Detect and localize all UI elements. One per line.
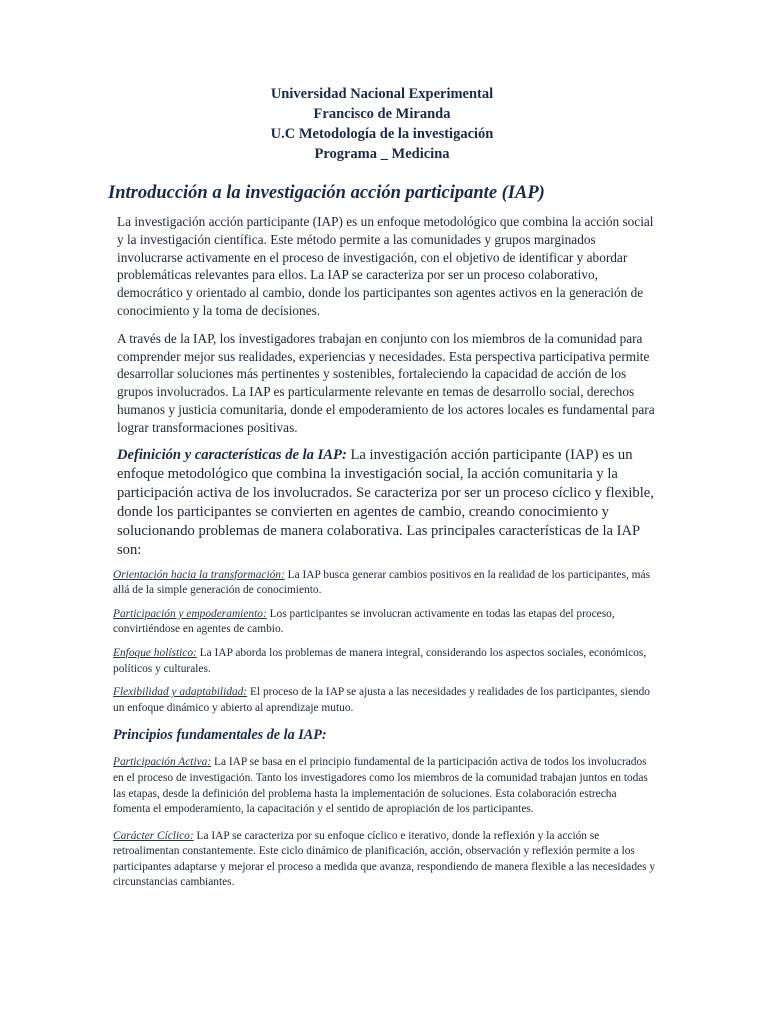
characteristic-item [108, 607, 656, 638]
header-university: Universidad Nacional Experimental [270, 86, 494, 102]
header-program: Programa _ Medicina [314, 146, 450, 162]
characteristic-text: El proceso de la IAP se ajusta a las necesidades y realidades de los participantes, siendo un enfoque dinámico y abierto al aprendizaje mutuo. [113, 686, 651, 714]
definition-lead: Definición y características de la IAP: [117, 446, 347, 463]
characteristic-text: La IAP aborda los problemas de manera integral, considerando los aspectos sociales, económicos, políticos y culturales. [113, 646, 647, 675]
characteristic-item [108, 568, 656, 599]
principle-item [108, 755, 656, 817]
principle-item [108, 829, 656, 891]
characteristic-term: Flexibilidad y adaptabilidad: [113, 686, 248, 699]
characteristic-item [108, 646, 656, 677]
document-page [108, 84, 656, 891]
characteristic-text: Los participantes se involucran activamente en todas las etapas del proceso, convirtiéndose en agentes de cambio. [113, 607, 615, 636]
principles-heading: Principios fundamentales de la IAP: [113, 727, 327, 744]
characteristic-term: Orientación hacia la transformación: [113, 568, 285, 581]
document-header [108, 84, 656, 164]
principle-text: La IAP se caracteriza por su enfoque cíclico e iterativo, donde la reflexión y la acción se retroalimentan constantemente. Este ciclo dinámico de planificación, acción, observación y reflexión permite a los participantes adaptarse y mejorar el proceso a medida que avanza, respondiendo de manera flexible a las necesidades y circunstancias cambiantes. [113, 829, 656, 889]
principle-term: Carácter Cíclico: [113, 829, 194, 842]
document-title: Introducción a la investigación acción participante (IAP) [108, 183, 545, 203]
principle-term: Participación Activa: [113, 756, 212, 769]
header-university-name: Francisco de Miranda [313, 106, 451, 122]
definition-text: La investigación acción participante (IAP) es un enfoque metodológico que combina la investigación social, la acción comunitaria y la participación activa de los involucrados. Se caracteriza por ser un proceso cíclico y flexible, donde los participantes se convierten en agentes de cambio, creando conocimiento y solucionando problemas de manera colaborativa. Las principales características de la IAP son: [117, 446, 654, 558]
characteristic-text: La IAP busca generar cambios positivos en la realidad de los participantes, más allá de la simple generación de conocimiento. [113, 568, 651, 597]
header-course: U.C Metodología de la investigación [270, 126, 494, 142]
definition-paragraph [108, 446, 656, 560]
paragraph-intro: La investigación acción participante (IAP) es un enfoque metodológico que combina la acción social y la investigación científica. Este método permite a las comunidades y grupos marginados involucrarse activamente en el proceso de investigación, con el objetivo de identificar y abordar problemáticas relevantes para ellos. La IAP se caracteriza por ser un proceso colaborativo, democrático y orientado al cambio, donde los participantes son agentes activos en la generación de conocimiento y la toma de decisiones. [117, 214, 654, 318]
principle-text: La IAP se basa en el principio fundamental de la participación activa de todos los involucrados en el proceso de investigación. Tanto los investigadores como los miembros de la comunidad trabajan juntos en todas las etapas, desde la definición del problema hasta la implementación de soluciones. Esta colaboración estrecha fomenta el empoderamiento, la capacitación y el sentido de apropiación de los participantes. [113, 756, 648, 816]
characteristic-term: Enfoque holístico: [113, 646, 197, 659]
characteristic-item [108, 685, 656, 716]
characteristic-term: Participación y empoderamiento: [113, 607, 267, 620]
paragraph-context: A través de la IAP, los investigadores trabajan en conjunto con los miembros de la comunidad para comprender mejor sus realidades, experiencias y necesidades. Esta perspectiva participativa permite desarrollar soluciones más pertinentes y sostenibles, fortaleciendo la capacidad de acción de los grupos involucrados. La IAP es particularmente relevante en temas de desarrollo social, derechos humanos y justicia comunitaria, donde el empoderamiento de los actores locales es fundamental para lograr transformaciones positivas. [117, 330, 655, 435]
